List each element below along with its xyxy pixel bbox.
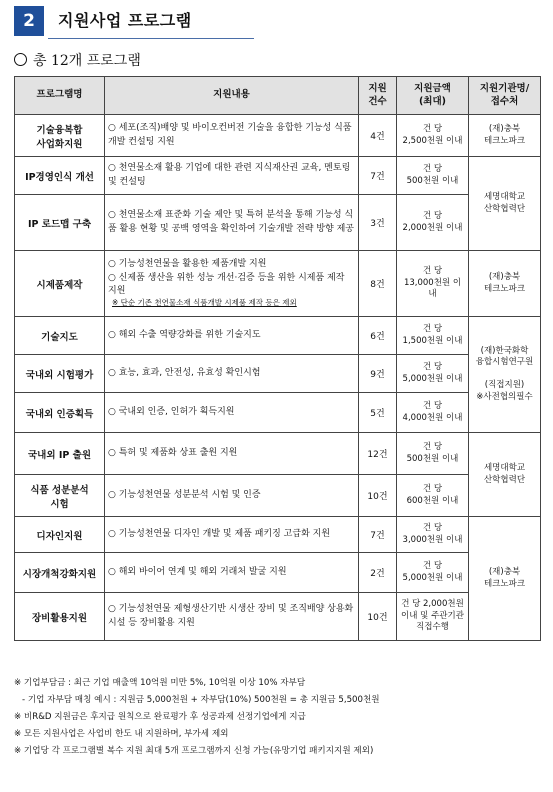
program-name-cell: 국내외 인증획득 [15, 393, 105, 433]
support-content-cell [105, 475, 359, 517]
support-content-cell [105, 355, 359, 393]
content-line: ○ 신제품 생산을 위한 성능 개선·검증 등을 위한 시제품 제작 지원 [108, 272, 345, 296]
table-row [15, 317, 541, 355]
content-line: ○ 기능성천연물 제형생산기반 시생산 장비 및 조직배양 상용화 시설 등 장비활용 지원 [108, 604, 354, 628]
support-org-cell: 세명대학교 산학협력단 [469, 157, 541, 251]
section-underline [48, 38, 254, 39]
header-support-org: 지원기관명/ 접수처 [469, 77, 541, 115]
table-row [15, 393, 541, 433]
support-content-cell [105, 433, 359, 475]
table-row [15, 355, 541, 393]
circle-bullet-icon [14, 53, 27, 66]
program-name-cell: 장비활용지원 [15, 593, 105, 641]
footnote: ※ 기업당 각 프로그램별 복수 지원 최대 5개 프로그램까지 신청 가능(유망기업 패키지지원 제외) [14, 746, 374, 756]
support-count-cell: 7건 [359, 517, 397, 553]
header-support-amount: 지원금액 (최대) [397, 77, 469, 115]
support-amount-cell: 건 당 3,000천원 이내 [397, 517, 469, 553]
table-row [15, 115, 541, 157]
content-line: ○ 세포(조직)배양 및 바이오컨버전 기술을 융합한 기능성 식품 개발 컨설팅 지원 [108, 123, 352, 147]
table-row [15, 195, 541, 251]
support-amount-cell: 건 당 13,000천원 이내 [397, 251, 469, 317]
table-row [15, 157, 541, 195]
program-name-cell: 시장개척강화지원 [15, 553, 105, 593]
table-header-row [15, 77, 541, 115]
support-org-cell: (재)충북 테크노파크 [469, 517, 541, 641]
section-number-badge: 2 [14, 6, 44, 36]
support-count-cell: 8건 [359, 251, 397, 317]
support-content-cell [105, 517, 359, 553]
program-name-cell: 기술지도 [15, 317, 105, 355]
support-amount-cell: 건 당 5,000천원 이내 [397, 553, 469, 593]
footnote: ※ 모든 지원사업은 사업비 한도 내 지원하며, 부가세 제외 [14, 729, 229, 739]
table-row [15, 593, 541, 641]
support-count-cell: 2건 [359, 553, 397, 593]
support-org-cell: (재)충북 테크노파크 [469, 115, 541, 157]
support-count-cell: 9건 [359, 355, 397, 393]
support-count-cell: 6건 [359, 317, 397, 355]
support-content-cell [105, 251, 359, 317]
support-content-cell [105, 157, 359, 195]
content-line: ○ 천연물소재 표준화 기술 제안 및 특허 분석을 통해 기능성 식품 활용 현황 및 공백 영역을 확인하여 기술개발 전략 방향 제공 [108, 210, 354, 234]
program-count-heading [14, 50, 141, 70]
header-support-count: 지원 건수 [359, 77, 397, 115]
table-row [15, 433, 541, 475]
content-line: ○ 효능, 효과, 안전성, 유효성 확인시험 [108, 367, 261, 378]
program-name-cell: 시제품제작 [15, 251, 105, 317]
content-line: ○ 기능성천연물을 활용한 제품개발 지원 [108, 259, 267, 270]
program-name-cell: 식품 성분분석 시험 [15, 475, 105, 517]
support-amount-cell: 건 당 600천원 이내 [397, 475, 469, 517]
support-amount-cell: 건 당 2,000천원 이내 및 주관기관 직접수행 [397, 593, 469, 641]
support-count-cell: 3건 [359, 195, 397, 251]
support-org-cell: (재)충북 테크노파크 [469, 251, 541, 317]
program-name-cell: 디자인지원 [15, 517, 105, 553]
program-name-cell: 기술융복합 사업화지원 [15, 115, 105, 157]
support-content-cell [105, 393, 359, 433]
support-amount-cell: 건 당 4,000천원 이내 [397, 393, 469, 433]
content-line: ○ 특허 및 제품화 상표 출원 지원 [108, 447, 238, 458]
support-content-cell [105, 195, 359, 251]
program-name-cell: IP경영인식 개선 [15, 157, 105, 195]
support-count-cell: 12건 [359, 433, 397, 475]
content-line: ○ 기능성천연물 성분분석 시험 및 인증 [108, 489, 261, 500]
content-line: ○ 해외 바이어 연계 및 해외 거래처 발굴 지원 [108, 566, 287, 577]
header-program-name: 프로그램명 [15, 77, 105, 115]
table-row [15, 475, 541, 517]
header-support-content: 지원내용 [105, 77, 359, 115]
footnote: - 기업 자부담 매칭 예시 : 지원금 5,000천원 + 자부담(10%) 500천원 = 총 지원금 5,500천원 [22, 695, 380, 705]
support-content-cell [105, 115, 359, 157]
support-content-cell [105, 317, 359, 355]
content-line: ○ 기능성천연물 디자인 개발 및 제품 패키징 고급화 지원 [108, 528, 331, 539]
support-amount-cell: 건 당 1,500천원 이내 [397, 317, 469, 355]
footnotes [14, 675, 380, 760]
support-count-cell: 10건 [359, 475, 397, 517]
table-row [15, 251, 541, 317]
section-title: 지원사업 프로그램 [58, 11, 192, 30]
program-name-cell: IP 로드맵 구축 [15, 195, 105, 251]
content-note: ※ 단순 기존 천연물소재 식품개발 시제품 제작 등은 제외 [112, 297, 297, 307]
support-amount-cell: 건 당 500천원 이내 [397, 157, 469, 195]
content-line: ○ 해외 수출 역량강화를 위한 기술지도 [108, 329, 261, 340]
footnote: ※ 비R&D 지원금은 후지급 원칙으로 완료평가 후 성공과제 선정기업에게 지급 [14, 712, 306, 722]
footnote: ※ 기업부담금 : 최근 기업 매출액 10억원 미만 5%, 10억원 이상 10% 자부담 [14, 678, 306, 688]
support-count-cell: 10건 [359, 593, 397, 641]
support-org-cell: (재)한국화학 융합시험연구원 (직접지원) ※사전협의필수 [469, 317, 541, 433]
support-amount-cell: 건 당 500천원 이내 [397, 433, 469, 475]
support-amount-cell: 건 당 2,000천원 이내 [397, 195, 469, 251]
support-count-cell: 5건 [359, 393, 397, 433]
support-amount-cell: 건 당 2,500천원 이내 [397, 115, 469, 157]
table-row [15, 517, 541, 553]
support-count-cell: 7건 [359, 157, 397, 195]
program-name-cell: 국내외 IP 출원 [15, 433, 105, 475]
content-line: ○ 천연물소재 활용 기업에 대한 관련 지식재산권 교육, 멘토링 및 컨설팅 [108, 163, 351, 187]
content-line: ○ 국내외 인증, 인허가 획득지원 [108, 406, 235, 417]
support-content-cell [105, 593, 359, 641]
section-header [14, 6, 252, 36]
support-amount-cell: 건 당 5,000천원 이내 [397, 355, 469, 393]
table-row [15, 553, 541, 593]
program-name-cell: 국내외 시험평가 [15, 355, 105, 393]
program-count-text: 총 12개 프로그램 [33, 53, 141, 69]
program-table [14, 76, 541, 641]
support-count-cell: 4건 [359, 115, 397, 157]
support-org-cell: 세명대학교 산학협력단 [469, 433, 541, 517]
support-content-cell [105, 553, 359, 593]
